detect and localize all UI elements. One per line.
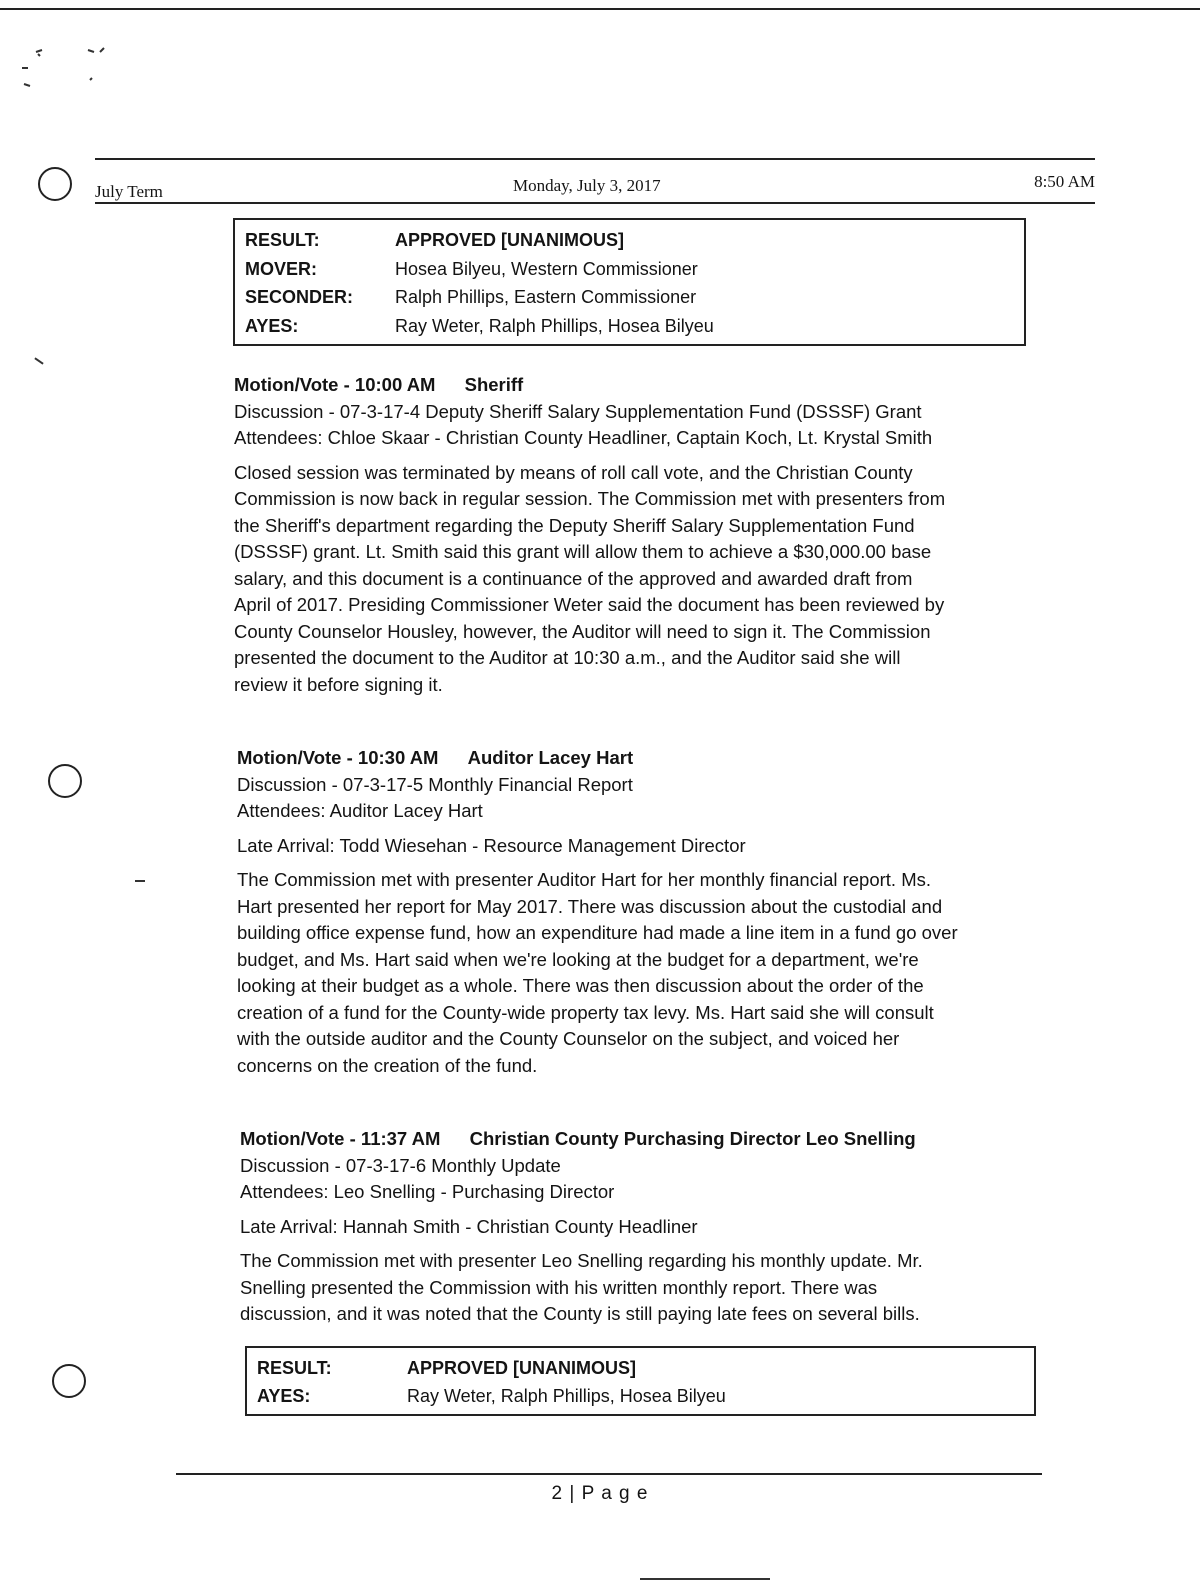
result-box-2: [245, 1346, 1036, 1416]
body-line: salary, and this document is a continuance of the approved and awarded draft from: [234, 567, 913, 589]
body-line: looking at their budget as a whole. There was then discussion about the order of the: [237, 975, 924, 996]
page-header: [95, 158, 1095, 206]
attendees-line: Attendees: Auditor Lacey Hart: [237, 800, 483, 821]
discussion-line: Discussion - 07-3-17-6 Monthly Update: [240, 1154, 561, 1176]
body-line: The Commission met with presenter Auditor Hart for her monthly financial report. Ms.: [237, 869, 932, 890]
motion-topic: Auditor Lacey Hart: [467, 747, 634, 768]
discussion-line: Discussion - 07-3-17-4 Deputy Sheriff Salary Supplementation Fund (DSSSF) Grant: [234, 400, 922, 422]
header-bottom-rule: [95, 202, 1095, 204]
body-line: Hart presented her report for May 2017. There was discussion about the custodial and: [237, 895, 943, 917]
body-line: (DSSSF) grant. Lt. Smith said this grant will allow them to achieve a $30,000.00 base: [234, 541, 932, 562]
term-label: July Term: [95, 182, 163, 201]
scan-mark: [135, 880, 145, 882]
motion-time: 10:00 AM: [354, 374, 436, 395]
ayes-label: AYES:: [257, 1386, 311, 1406]
body-line: budget, and Ms. Hart said when we're looking at the budget for a department, we're: [237, 948, 919, 970]
seconder-value: Ralph Phillips, Eastern Commissioner: [395, 287, 697, 307]
section-sheriff: [234, 372, 945, 698]
late-arrival-line: Late Arrival: Hannah Smith - Christian County Headliner: [240, 1215, 698, 1237]
motion-heading: [240, 1126, 923, 1153]
punch-hole-bottom: [52, 1364, 86, 1398]
motion-label: Motion/Vote -: [237, 747, 353, 768]
body-paragraph: [234, 460, 945, 699]
motion-time: 11:37 AM: [360, 1128, 441, 1149]
discussion-line: Discussion - 07-3-17-5 Monthly Financial Report: [237, 773, 633, 795]
meeting-time: 8:50 AM: [1034, 172, 1095, 191]
body-line: Snelling presented the Commission with his written monthly report. There was: [240, 1276, 878, 1298]
body-line: with the outside auditor and the County Counselor on the subject, and voiced her: [237, 1028, 900, 1049]
punch-hole-top: [38, 167, 72, 201]
body-line: building office expense fund, how an expenditure had made a line item in a fund go over: [237, 922, 958, 943]
body-line: The Commission met with presenter Leo Snelling regarding his monthly update. Mr.: [240, 1250, 923, 1271]
scan-mark: [34, 357, 43, 364]
scan-top-edge-line: [0, 8, 1200, 10]
page-number: 2 | P a g e: [551, 1483, 649, 1504]
motion-topic: Sheriff: [464, 374, 524, 395]
body-line: presented the document to the Auditor at 10:30 a.m., and the Auditor said she will: [234, 647, 901, 668]
section-auditor: [237, 745, 958, 1079]
result-value: APPROVED [UNANIMOUS]: [407, 1358, 637, 1378]
mover-value: Hosea Bilyeu, Western Commissioner: [395, 259, 698, 279]
result-label: RESULT:: [245, 230, 320, 250]
body-line: review it before signing it.: [234, 673, 443, 695]
body-line: Commission is now back in regular session. The Commission met with presenters from: [234, 488, 946, 509]
motion-heading: [237, 745, 958, 772]
body-line: Closed session was terminated by means of roll call vote, and the Christian County: [234, 461, 913, 483]
ayes-value: Ray Weter, Ralph Phillips, Hosea Bilyeu: [407, 1386, 726, 1406]
attendees-line: Attendees: Chloe Skaar - Christian County Headliner, Captain Koch, Lt. Krystal Smith: [234, 427, 933, 448]
late-arrival-line: Late Arrival: Todd Wiesehan - Resource Management Director: [237, 834, 746, 856]
scan-bottom-edge-line: [640, 1578, 770, 1580]
ayes-value: Ray Weter, Ralph Phillips, Hosea Bilyeu: [395, 316, 714, 336]
body-line: discussion, and it was noted that the County is still paying late fees on several bills.: [240, 1303, 920, 1324]
motion-heading: [234, 372, 945, 399]
body-line: concerns on the creation of the fund.: [237, 1054, 538, 1076]
body-line: creation of a fund for the County-wide property tax levy. Ms. Hart said she will consult: [237, 1001, 934, 1023]
punch-hole-middle: [48, 764, 82, 798]
header-top-rule: [95, 158, 1095, 160]
section-purchasing: [240, 1126, 923, 1328]
motion-time: 10:30 AM: [357, 747, 439, 768]
footer-rule: [176, 1473, 1042, 1475]
body-line: the Sheriff's department regarding the Deputy Sheriff Salary Supplementation Fund: [234, 514, 915, 536]
ayes-label: AYES:: [245, 316, 299, 336]
result-label: RESULT:: [257, 1358, 332, 1378]
body-line: April of 2017. Presiding Commissioner Weter said the document has been reviewed by: [234, 594, 945, 615]
scan-specks: [18, 40, 118, 100]
mover-label: MOVER:: [245, 259, 317, 279]
result-box-1: [233, 218, 1026, 346]
meeting-date: Monday, July 3, 2017: [513, 176, 661, 195]
body-line: County Counselor Housley, however, the Auditor will need to sign it. The Commission: [234, 620, 931, 642]
body-paragraph: [240, 1248, 923, 1328]
result-value: APPROVED [UNANIMOUS]: [395, 230, 625, 250]
attendees-line: Attendees: Leo Snelling - Purchasing Director: [240, 1181, 615, 1202]
seconder-label: SECONDER:: [245, 287, 354, 307]
body-paragraph: [237, 867, 958, 1079]
motion-label: Motion/Vote -: [234, 374, 350, 395]
motion-label: Motion/Vote -: [240, 1128, 356, 1149]
motion-topic: Christian County Purchasing Director Leo Snelling: [469, 1128, 916, 1149]
